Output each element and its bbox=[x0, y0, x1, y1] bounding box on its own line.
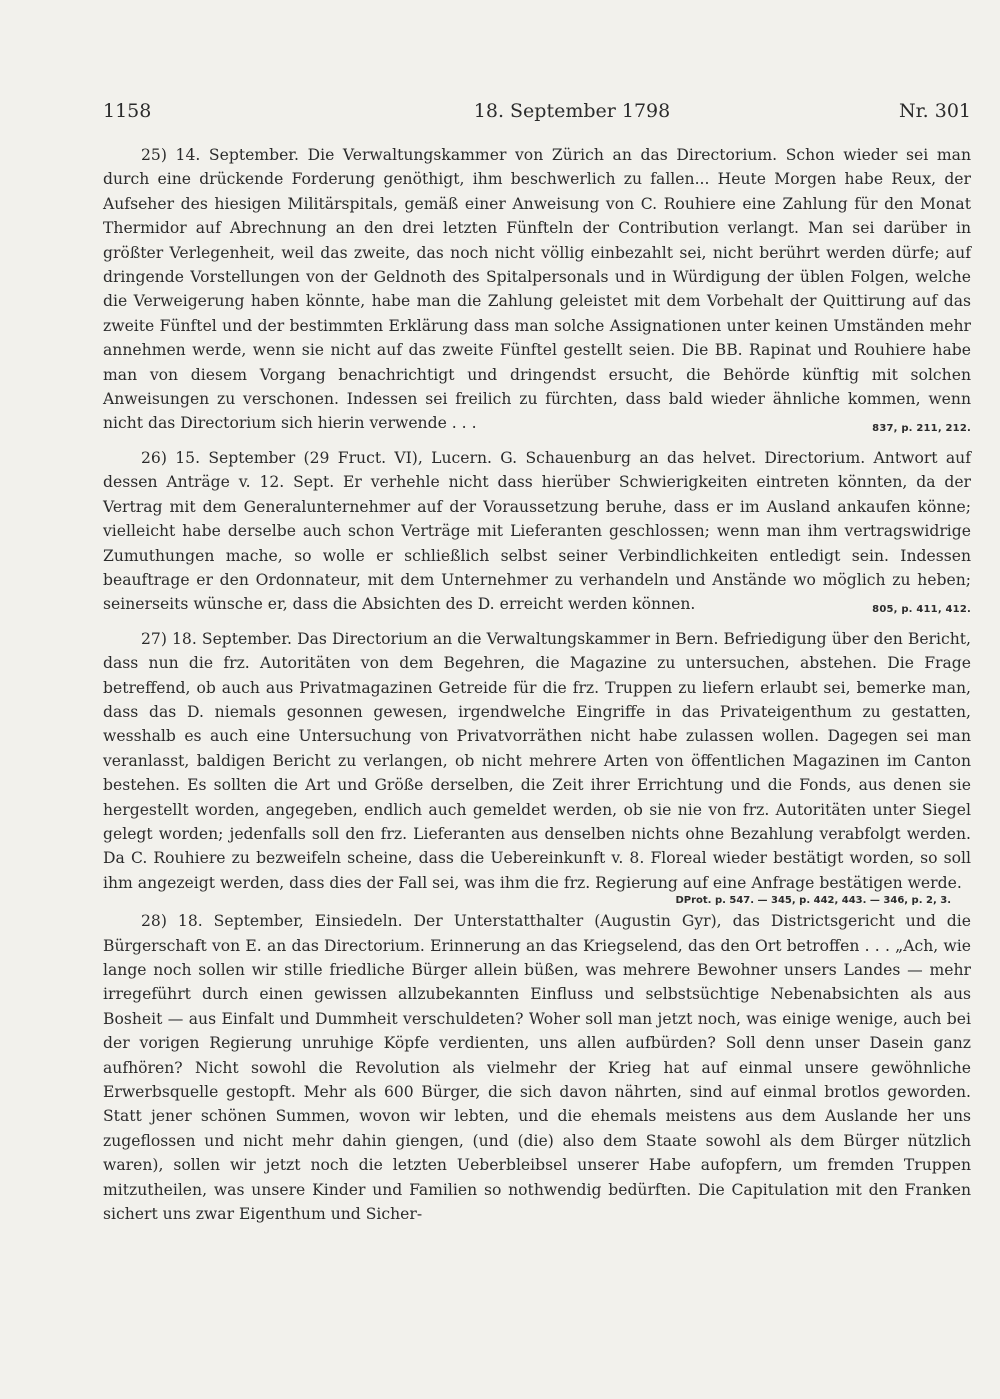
entry-text: 26) 15. September (29 Fruct. VI), Lucern. G. Schauenburg an das helvet. Directorium. Antwort auf dessen Anträge v. 12. Sept. Er verhehle nicht dass hierüber Schwierigkeiten eintreten könnten, da der Vertrag mit dem Generalunternehmer auf der Voraussetzung beruhe, dass er im Ausland ankaufen könne; vielleicht habe derselbe auch schon Verträge mit Lieferanten geschlossen; wenn man ihm vertragswidrige Zumuthungen mache, so wolle er schließlich selbst seiner Verbindlichkeiten entledigt sein. Indessen beauftrage er den Ordonnateur, mit dem Unternehmer zu verhandeln und Anstände wo möglich zu heben; seinerseits wünsche er, dass die Absichten des D. erreicht werden können. bbox=[103, 448, 971, 614]
entry-text: 25) 14. September. Die Verwaltungskammer von Zürich an das Directorium. Schon wieder sei man durch eine drückende Forderung genöthigt, ihm beschwerlich zu fallen... Heute Morgen habe Reux, der Aufseher des hiesigen Militärspitals, gemäß einer Anweisung von C. Rouhiere eine Zahlung für den Monat Thermidor auf Abrechnung an den drei letzten Fünfteln der Contribution verlangt. Man sei darüber in größter Verlegenheit, weil das zweite, das noch nicht völlig einbezahlt sei, nicht berührt werden dürfe; auf dringende Vorstellungen von der Geldnoth des Spitalpersonals und in Würdigung der üblen Folgen, welche die Verweigerung haben könnte, habe man die Zahlung geleistet mit dem Vorbehalt der Quittirung auf das zweite Fünftel und der bestimmten Erklärung dass man solche Assignationen unter keinen Umständen mehr annehmen werde, wenn sie nicht auf das zweite Fünftel gestellt seien. Die BB. Rapinat und Rouhiere habe man von diesem Vorgang benachrichtigt und dringendst ersucht, die Behörde künftig mit solchen Anweisungen zu verschonen. Indessen sei freilich zu fürchten, dass bald wieder ähnliche kommen, wenn nicht das Directorium sich hierin verwende . . . bbox=[103, 146, 971, 433]
header-number: Nr. 301 bbox=[899, 100, 971, 122]
source-reference: DProt. p. 547. — 345, p. 442, 443. — 346, p. 2, 3. bbox=[675, 895, 951, 907]
entry-27 bbox=[103, 627, 971, 895]
entry-28 bbox=[103, 909, 971, 1226]
entry-text: 28) 18. September, Einsiedeln. Der Unterstatthalter (Augustin Gyr), das Districtsgericht und die Bürgerschaft von E. an das Directorium. Erinnerung an das Kriegselend, das den Ort betroffen . . . „Ach, wie lange noch sollen wir stille friedliche Bürger allein büßen, was mehrere Bewohner unsers Landes — mehr irregeführt durch einen gewissen allzubekannten Einfluss und selbstsüchtige Nebenabsichten als aus Bosheit — aus Einfalt und Dummheit verschuldeten? Woher soll man jetzt noch, was einige wenige, auch bei der vorigen Regierung unruhige Köpfe verdienten, uns allen aufbürden? Soll denn unser Dasein ganz aufhören? Nicht sowohl die Revolution als vielmehr der Krieg hat auf einmal unsere gewöhnliche Erwerbsquelle gestopft. Mehr als 600 Bürger, die sich davon nährten, sind auf einmal brotlos geworden. Statt jener schönen Summen, wovon wir lebten, und die ehemals meistens aus dem Auslande her uns zugeflossen und nicht mehr dahin giengen, (und (die) also dem Staate sowohl als dem Bürger nützlich waren), sollen wir jetzt noch die letzten Ueberbleibsel unserer Habe aufopfern, um fremden Truppen mitzutheilen, was unsere Kinder und Familien so nothwendig bedürften. Die Capitulation mit den Franken sichert uns zwar Eigenthum und Sicher- bbox=[103, 912, 971, 1224]
page-body bbox=[103, 143, 971, 1226]
source-reference: 837, p. 211, 212. bbox=[872, 423, 971, 435]
page-number: 1158 bbox=[103, 100, 152, 122]
page-header bbox=[103, 100, 971, 130]
entry-26 bbox=[103, 446, 971, 617]
source-reference: 805, p. 411, 412. bbox=[872, 604, 971, 616]
entry-text: 27) 18. September. Das Directorium an die Verwaltungskammer in Bern. Befriedigung über den Bericht, dass nun die frz. Autoritäten von dem Begehren, die Magazine zu untersuchen, abstehen. Die Frage betreffend, ob auch aus Privatmagazinen Getreide für die frz. Truppen zu liefern erlaubt sei, bemerke man, dass das D. niemals gesonnen gewesen, irgendwelche Eingriffe in das Privateigenthum zu gestatten, wesshalb es auch eine Untersuchung von Privatvorräthen nicht habe zulassen wollen. Dagegen sei man veranlasst, baldigen Bericht zu verlangen, ob nicht mehrere Arten von öffentlichen Magazinen im Canton bestehen. Es sollten die Art und Größe derselben, die Zeit ihrer Errichtung und die Fonds, aus denen sie hergestellt worden, angegeben, endlich auch gemeldet werden, ob sie nie von frz. Autoritäten unter Siegel gelegt worden; jedenfalls soll den frz. Lieferanten aus denselben nichts ohne Bezahlung verabfolgt werden. Da C. Rouhiere zu bezweifeln scheine, dass die Uebereinkunft v. 8. Floreal wieder bestätigt worden, so soll ihm angezeigt werden, dass dies der Fall sei, was ihm die frz. Regierung auf eine Anfrage bestätigen werde. bbox=[103, 629, 971, 892]
entry-25 bbox=[103, 143, 971, 436]
header-date: 18. September 1798 bbox=[473, 100, 671, 122]
